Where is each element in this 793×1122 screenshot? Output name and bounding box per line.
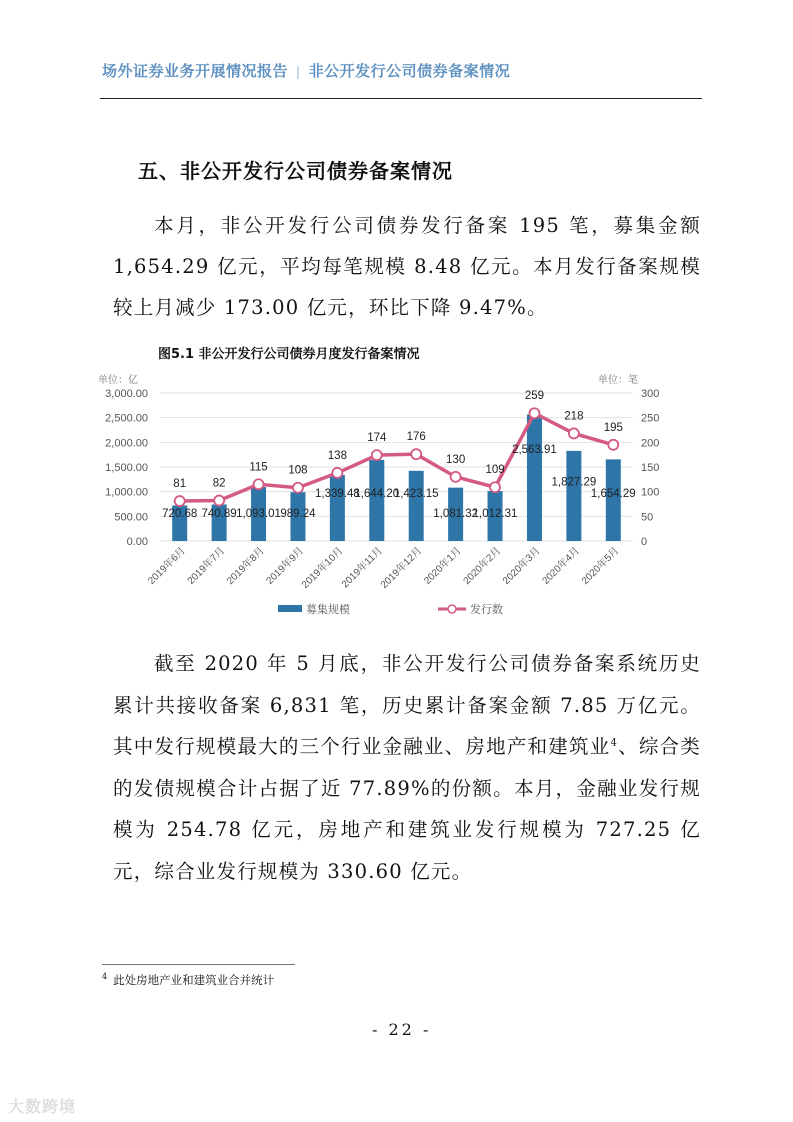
line-data-label: 109 [485, 464, 505, 477]
x-tick-label: 2020年4月 [540, 545, 582, 587]
line-data-label: 115 [249, 461, 268, 474]
line-point [411, 449, 421, 459]
paragraph-cumulative [113, 643, 701, 892]
line-point [372, 450, 382, 460]
legend-bar-swatch [278, 605, 302, 612]
paragraph-text: 、综合类的发债规模合计占据了近 77.89%的份额。本月，金融业发行规模为 254.78 亿元，房地产和建筑业发行规模为 727.25 亿元，综合业发行规模为 330.60 亿元。 [113, 735, 701, 883]
bar-data-label: 1,339.48 [314, 488, 360, 500]
x-tick-label: 2019年10月 [299, 545, 346, 591]
bar-data-label: 1,644.20 [354, 488, 400, 500]
line-point [490, 482, 500, 492]
x-tick-label: 2019年12月 [378, 545, 425, 591]
bar-data-label: 1,093.01 [236, 508, 281, 520]
line-point [214, 496, 224, 506]
y-right-unit: 单位：笔 [598, 375, 638, 386]
bar-data-label: 720.68 [162, 508, 198, 520]
bar-data-label: 1,827.29 [551, 476, 597, 489]
y-left-tick-label: 0.00 [126, 536, 148, 548]
footnote-ref[interactable]: 4 [610, 737, 619, 749]
y-right-tick-label: 300 [641, 388, 660, 400]
line-point [175, 496, 185, 506]
line-point [608, 440, 618, 450]
y-left-tick-label: 2,500.00 [105, 412, 148, 425]
header-separator: | [296, 65, 301, 79]
line-data-label: 108 [288, 464, 308, 477]
line-data-label: 195 [603, 421, 623, 434]
legend-bar-label: 募集规模 [306, 604, 350, 616]
footnote-text: 此处房地产业和建筑业合并统计 [113, 973, 275, 987]
paragraph-text: 截至 2020 年 5 月底，非公开发行公司债券备案系统历史累计共接收备案 6,831 笔，历史累计备案金额 7.85 万亿元。其中发行规模最大的三个行业金融业、房地产和建筑业 [113, 652, 701, 758]
x-tick-label: 2019年7月 [185, 545, 228, 587]
bar [566, 451, 581, 541]
y-left-tick-label: 2,000.00 [105, 437, 148, 450]
bar [330, 475, 345, 541]
x-tick-label: 2019年6月 [146, 545, 188, 587]
x-tick-label: 2020年3月 [500, 545, 543, 587]
bar [409, 471, 424, 541]
bar-data-label: 1,012.31 [472, 508, 518, 520]
y-right-tick-label: 50 [641, 511, 654, 524]
line-point [293, 483, 303, 493]
y-left-unit: 单位：亿 [98, 375, 138, 386]
footnote-mark: 4 [102, 972, 108, 982]
line-data-label: 176 [406, 431, 426, 444]
line-data-label: 138 [327, 449, 347, 462]
line-data-label: 174 [367, 432, 387, 445]
section-title: 五、非公开发行公司债券备案情况 [138, 159, 453, 183]
y-left-tick-label: 1,500.00 [105, 462, 148, 474]
footnote [102, 972, 274, 988]
x-tick-label: 2020年5月 [579, 545, 622, 587]
line-point [451, 472, 461, 482]
x-tick-label: 2020年2月 [461, 545, 504, 587]
x-tick-label: 2020年1月 [422, 545, 464, 587]
bar [606, 459, 621, 541]
bar-data-label: 1,423.15 [393, 488, 439, 500]
header-rule [100, 98, 702, 99]
line-point [332, 468, 342, 478]
running-header [102, 60, 510, 81]
bar-data-label: 1,081.32 [433, 508, 479, 520]
x-tick-label: 2019年11月 [339, 545, 385, 591]
line-point [254, 479, 264, 489]
line-data-label: 130 [446, 453, 466, 466]
line-data-label: 218 [564, 410, 584, 423]
page-number: - 22 - [372, 1020, 432, 1039]
bar-data-label: 740.89 [201, 508, 237, 520]
y-right-tick-label: 200 [641, 437, 660, 450]
y-right-tick-label: 150 [641, 462, 660, 474]
y-left-tick-label: 500.00 [114, 511, 148, 524]
x-tick-label: 2019年9月 [264, 545, 307, 587]
legend-line-marker [448, 605, 456, 613]
y-right-tick-label: 0 [641, 536, 648, 548]
y-right-tick-label: 250 [641, 412, 660, 425]
line-data-label: 81 [173, 478, 187, 491]
paragraph-summary: 本月，非公开发行公司债券发行备案 195 笔，募集金额 1,654.29 亿元，平均每笔规模 8.48 亿元。本月发行备案规模较上月减少 173.00 亿元，环比下降 9.47%。 [113, 214, 701, 319]
y-left-tick-label: 3,000.00 [105, 388, 148, 400]
line-data-label: 259 [524, 390, 545, 403]
bar [369, 460, 384, 541]
x-tick-label: 2019年8月 [225, 545, 267, 587]
legend-line-label: 发行数 [470, 604, 503, 616]
line-point [529, 408, 539, 418]
bar-line-chart [90, 365, 660, 625]
line-data-label: 82 [212, 477, 226, 490]
header-section-title: 非公开发行公司债券备案情况 [308, 62, 511, 80]
y-right-tick-label: 100 [641, 486, 660, 499]
header-report-title: 场外证券业务开展情况报告 [102, 62, 289, 80]
figure-title: 图5.1 非公开发行公司债券月度发行备案情况 [158, 347, 420, 362]
bar-data-label: 989.24 [280, 508, 316, 520]
footnote-rule [102, 964, 295, 965]
watermark-logo: 大数跨境 [8, 1097, 77, 1116]
bar-data-label: 2,563.91 [512, 444, 557, 457]
bar-data-label: 1,654.29 [590, 487, 636, 500]
bar [527, 415, 542, 541]
y-left-tick-label: 1,000.00 [105, 486, 148, 499]
line-point [569, 428, 579, 438]
